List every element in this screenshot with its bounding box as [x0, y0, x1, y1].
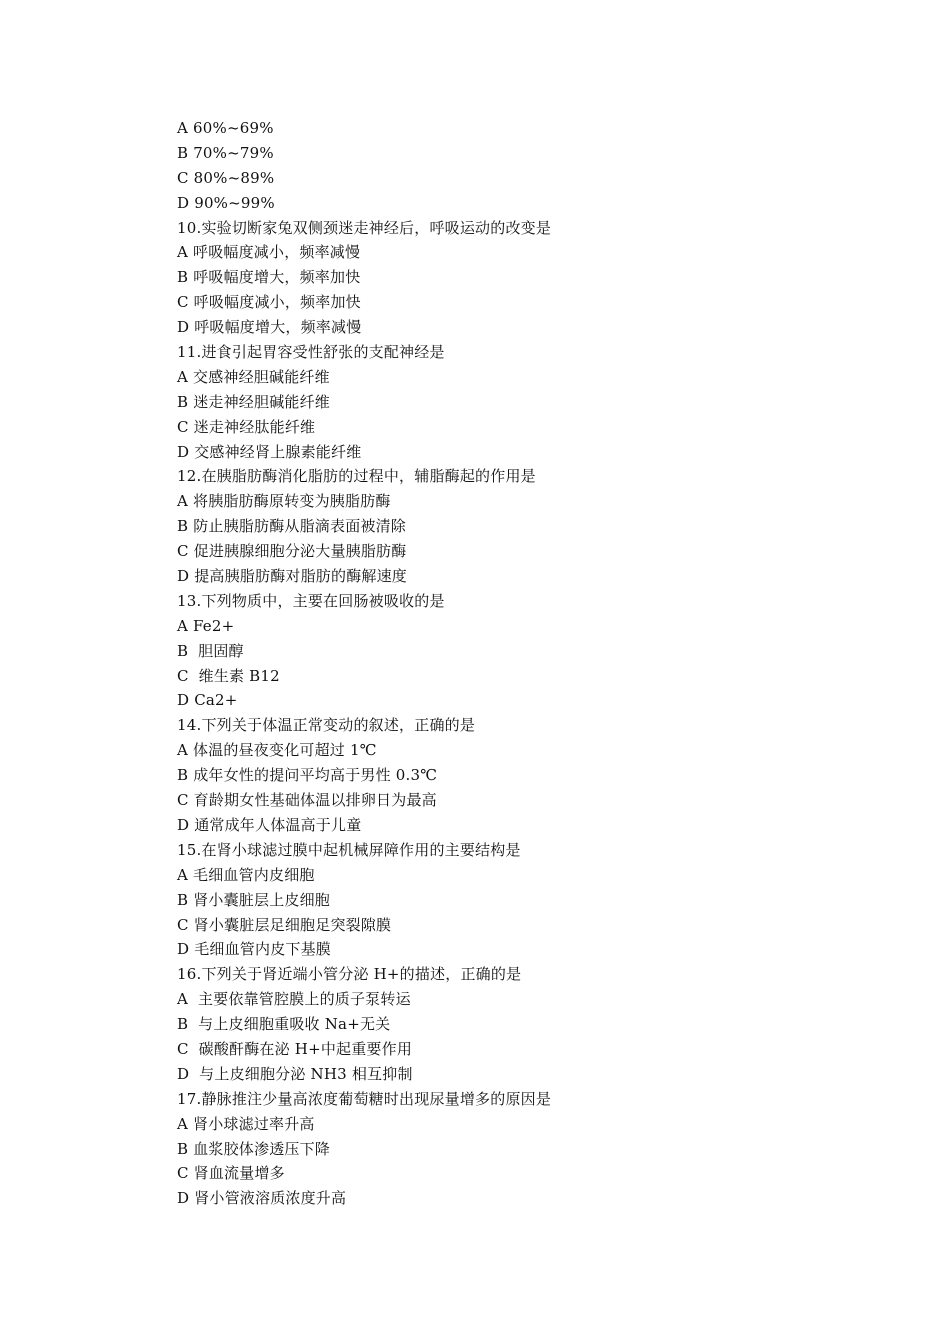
option-line: C 碳酸酐酶在泌 H+中起重要作用	[177, 1039, 413, 1058]
option-line: A 肾小球滤过率升高	[177, 1114, 315, 1133]
option-line: C 肾血流量增多	[177, 1164, 285, 1183]
option-line: C 促进胰腺细胞分泌大量胰脂肪酶	[177, 542, 407, 561]
option-line: C 育龄期女性基础体温以排卵日为最高	[177, 791, 437, 810]
option-line: B 与上皮细胞重吸收 Na+无关	[177, 1015, 391, 1034]
option-line: A 呼吸幅度减小，频率减慢	[177, 243, 361, 262]
option-line: B 成年女性的提问平均高于男性 0.3℃	[177, 766, 438, 785]
option-line: A 体温的昼夜变化可超过 1℃	[177, 741, 377, 760]
option-line: A Fe2+	[177, 616, 235, 635]
option-line: A 毛细血管内皮细胞	[177, 865, 315, 884]
option-line: C 迷走神经肽能纤维	[177, 417, 316, 436]
option-line: D Ca2+	[177, 691, 238, 710]
option-line: A 主要依靠管腔膜上的质子泵转运	[177, 990, 411, 1009]
option-line: B 迷走神经胆碱能纤维	[177, 392, 330, 411]
option-line: D 毛细血管内皮下基膜	[177, 940, 331, 959]
option-line: B 胆固醇	[177, 641, 244, 660]
question-15: 15.在肾小球滤过膜中起机械屏障作用的主要结构是	[177, 840, 521, 859]
option-line: A 将胰脂肪酶原转变为胰脂肪酶	[177, 492, 391, 511]
question-list	[177, 116, 877, 1211]
option-line: C 维生素 B12	[177, 666, 280, 685]
question-10: 10.实验切断家兔双侧颈迷走神经后，呼吸运动的改变是	[177, 218, 552, 237]
question-16: 16.下列关于肾近端小管分泌 H+的描述，正确的是	[177, 965, 522, 984]
option-line: D 呼吸幅度增大，频率减慢	[177, 318, 362, 337]
question-11: 11.进食引起胃容受性舒张的支配神经是	[177, 343, 445, 362]
option-line: A 60%~69%	[177, 119, 274, 137]
option-line: D 90%~99%	[177, 193, 275, 212]
option-line: D 提高胰脂肪酶对脂肪的酶解速度	[177, 567, 407, 586]
option-line: B 肾小囊脏层上皮细胞	[177, 890, 330, 909]
option-line: D 肾小管液溶质浓度升高	[177, 1189, 347, 1208]
question-12: 12.在胰脂肪酶消化脂肪的过程中，辅脂酶起的作用是	[177, 467, 536, 486]
option-line: A 交感神经胆碱能纤维	[177, 367, 330, 386]
option-line: D 通常成年人体温高于儿童	[177, 815, 362, 834]
question-17: 17.静脉推注少量高浓度葡萄糖时出现尿量增多的原因是	[177, 1089, 552, 1108]
option-line: C 呼吸幅度减小，频率加快	[177, 293, 361, 312]
option-line: B 血浆胶体渗透压下降	[177, 1139, 330, 1158]
option-line: B 呼吸幅度增大，频率加快	[177, 268, 361, 287]
question-13: 13.下列物质中，主要在回肠被吸收的是	[177, 591, 445, 610]
question-14: 14.下列关于体温正常变动的叙述，正确的是	[177, 716, 476, 735]
option-line: D 与上皮细胞分泌 NH3 相互抑制	[177, 1064, 413, 1083]
option-line: B 70%~79%	[177, 143, 274, 162]
option-line: D 交感神经肾上腺素能纤维	[177, 442, 362, 461]
option-line: B 防止胰脂肪酶从脂滴表面被清除	[177, 517, 406, 536]
option-line: C 80%~89%	[177, 168, 275, 187]
option-line: C 肾小囊脏层足细胞足突裂隙膜	[177, 915, 392, 934]
